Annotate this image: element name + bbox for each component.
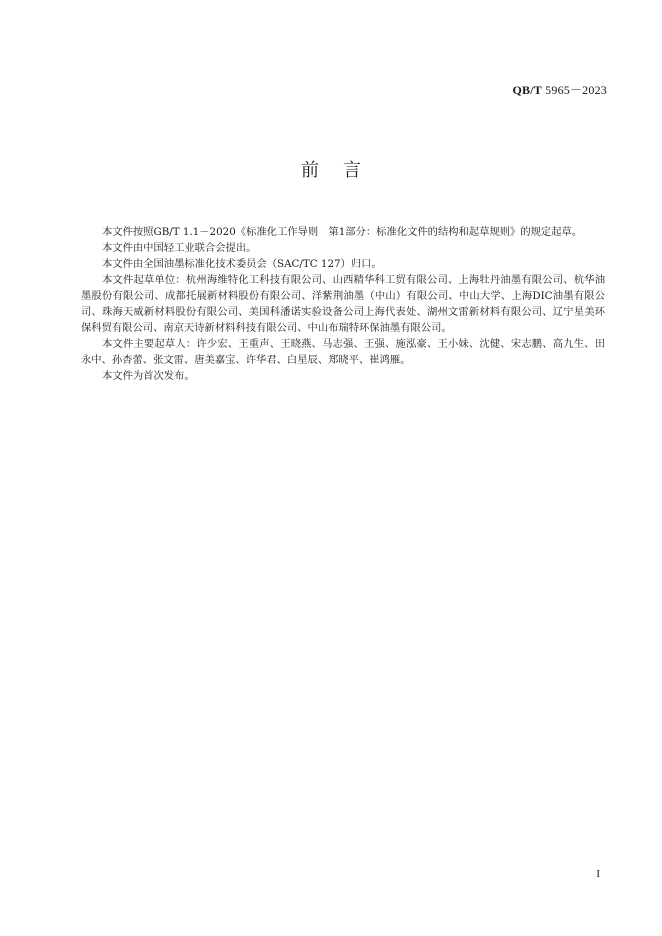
standard-number [513,81,608,98]
foreword-body [81,224,605,384]
paragraph-first-release: 本文件为首次发布。 [102,370,195,382]
paragraph-drafting-rules: 本文件按照GB/T 1.1－2020《标准化工作导则 第1部分：标准化文件的结构和起草规则》的规定起草。 [102,226,583,238]
page-number: I [596,868,600,880]
standard-serial: 5965－2023 [541,83,607,97]
paragraph-proposer: 本文件由中国轻工业联合会提出。 [102,242,257,254]
paragraph-committee: 本文件由全国油墨标准化技术委员会（SAC/TC 127）归口。 [102,258,382,270]
page-title: 前言 [301,160,385,181]
paragraph-drafters: 本文件主要起草人：许少宏、王重声、王晓燕、马志强、王强、施泓豪、王小妹、沈健、宋志鹏、高九生、田永中、孙杏蕾、张文雷、唐美嘉宝、许华君、白星辰、郑晓平、崔鸿雁。 [81,338,605,366]
standard-code: QB/T [512,83,542,97]
paragraph-drafting-units: 本文件起草单位：杭州海维特化工科技有限公司、山西精华科工贸有限公司、上海牡丹油墨有限公司、杭华油墨股份有限公司、成都托展新材料股份有限公司、洋紫荆油墨（中山）有限公司、中山大学、上海DIC油墨有限公司、珠海天威新材料股份有限公司、美国科潘诺实验设备公司上海代表处、湖州文雷新材料有限公司、辽宁星美环保科贸有限公司、南京天诗新材料科技有限公司、中山布瑞特环保油墨有限公司。 [81,274,605,334]
